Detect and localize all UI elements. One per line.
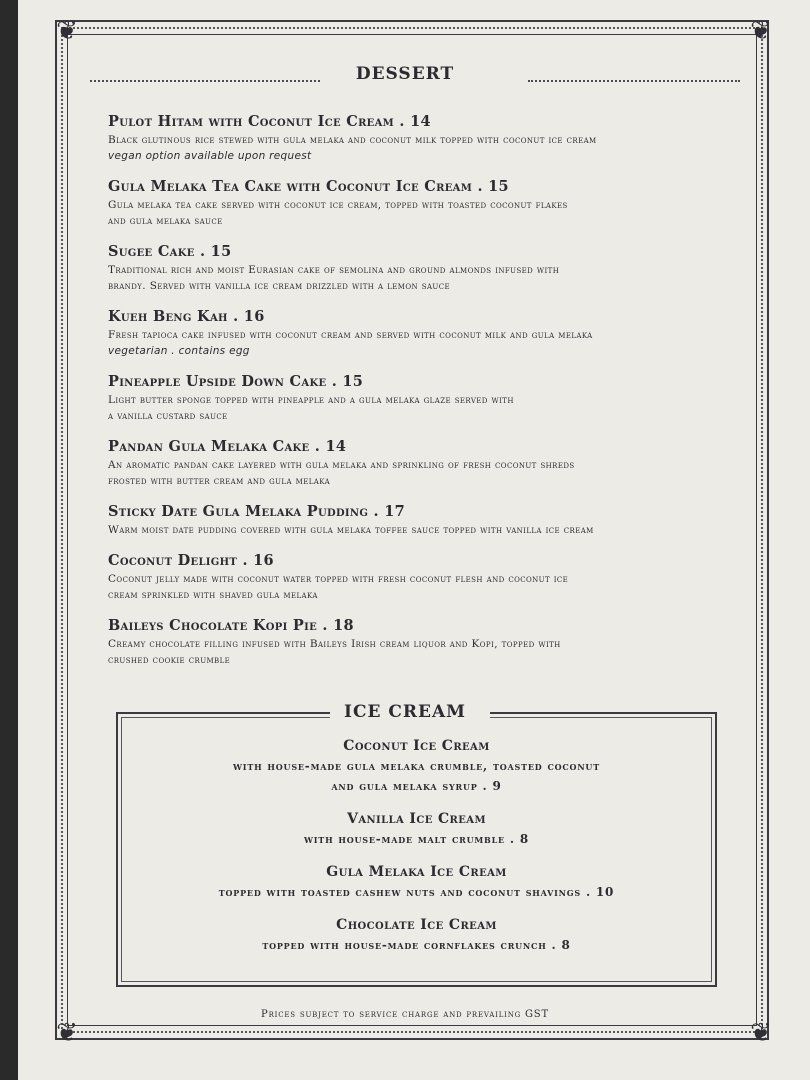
dessert-heading: DESSERT bbox=[355, 64, 455, 84]
menu-item bbox=[108, 307, 728, 359]
corner-ornament-icon: ❦ bbox=[56, 16, 78, 46]
item-note: vegan option available upon request bbox=[108, 150, 312, 162]
item-note: vegetarian . contains egg bbox=[108, 345, 250, 357]
item-description: with house-made gula melaka crumble, toasted coconut bbox=[233, 759, 600, 773]
item-name: Baileys Chocolate Kopi Pie . 18 bbox=[108, 617, 354, 634]
ice-cream-item bbox=[121, 809, 712, 849]
menu-item bbox=[108, 551, 728, 603]
item-name: Coconut Delight . 16 bbox=[108, 552, 274, 569]
item-name: Pandan Gula Melaka Cake . 14 bbox=[108, 438, 347, 455]
item-description: Traditional rich and moist Eurasian cake of semolina and ground almonds infused with bbox=[108, 264, 560, 276]
item-description: brandy. Served with vanilla ice cream drizzled with a lemon sauce bbox=[108, 280, 450, 292]
item-description: An aromatic pandan cake layered with gula melaka and sprinkling of fresh coconut shreds bbox=[108, 459, 575, 471]
dessert-list bbox=[108, 112, 728, 681]
item-name: Sugee Cake . 15 bbox=[108, 243, 232, 260]
item-name: Pineapple Upside Down Cake . 15 bbox=[108, 373, 364, 390]
item-name: Vanilla Ice Cream bbox=[347, 811, 486, 827]
corner-ornament-icon: ❦ bbox=[56, 1018, 78, 1048]
item-description: crushed cookie crumble bbox=[108, 654, 231, 666]
item-name: Sticky Date Gula Melaka Pudding . 17 bbox=[108, 503, 406, 520]
item-description: Fresh tapioca cake infused with coconut cream and served with coconut milk and gula melaka bbox=[108, 329, 593, 341]
item-description: frosted with butter cream and gula melaka bbox=[108, 475, 331, 487]
ice-cream-item bbox=[121, 862, 712, 902]
item-name: Kueh Beng Kah . 16 bbox=[108, 308, 265, 325]
item-name: Gula Melaka Ice Cream bbox=[326, 864, 507, 880]
menu-item bbox=[108, 502, 728, 538]
menu-item bbox=[108, 177, 728, 229]
ice-cream-item bbox=[121, 736, 712, 796]
item-description: Creamy chocolate filling infused with Baileys Irish cream liquor and Kopi, topped with bbox=[108, 638, 561, 650]
ice-cream-heading: ICE CREAM bbox=[344, 702, 466, 722]
item-name: Coconut Ice Cream bbox=[343, 738, 490, 754]
ice-cream-item bbox=[121, 915, 712, 955]
corner-ornament-icon: ❦ bbox=[750, 1018, 772, 1048]
prices-note: Prices subject to service charge and prevailing GST bbox=[261, 1009, 549, 1020]
menu-item bbox=[108, 372, 728, 424]
item-description: and gula melaka syrup . 9 bbox=[331, 779, 502, 793]
menu-item bbox=[108, 437, 728, 489]
item-description: a vanilla custard sauce bbox=[108, 410, 228, 422]
item-description: Gula melaka tea cake served with coconut ice cream, topped with toasted coconut flakes bbox=[108, 199, 568, 211]
item-description: with house-made malt crumble . 8 bbox=[303, 832, 530, 846]
item-description: cream sprinkled with shaved gula melaka bbox=[108, 589, 318, 601]
menu-item bbox=[108, 112, 728, 164]
item-description: topped with toasted cashew nuts and coconut shavings . 10 bbox=[218, 885, 615, 899]
item-description: and gula melaka sauce bbox=[108, 215, 223, 227]
item-description: Black glutinous rice stewed with gula melaka and coconut milk topped with coconut ice cream bbox=[108, 134, 597, 146]
menu-item bbox=[108, 242, 728, 294]
menu-item bbox=[108, 616, 728, 668]
item-name: Chocolate Ice Cream bbox=[336, 917, 497, 933]
item-name: Gula Melaka Tea Cake with Coconut Ice Cream . 15 bbox=[108, 178, 509, 195]
item-name: Pulot Hitam with Coconut Ice Cream . 14 bbox=[108, 113, 431, 130]
item-description: Warm moist date pudding covered with gula melaka toffee sauce topped with vanilla ice cream bbox=[108, 524, 594, 536]
item-description: Light butter sponge topped with pineapple and a gula melaka glaze served with bbox=[108, 394, 514, 406]
corner-ornament-icon: ❦ bbox=[750, 16, 772, 46]
item-description: topped with house-made cornflakes crunch . 8 bbox=[262, 938, 571, 952]
item-description: Coconut jelly made with coconut water topped with fresh coconut flesh and coconut ice bbox=[108, 573, 569, 585]
ice-cream-list bbox=[121, 736, 712, 968]
